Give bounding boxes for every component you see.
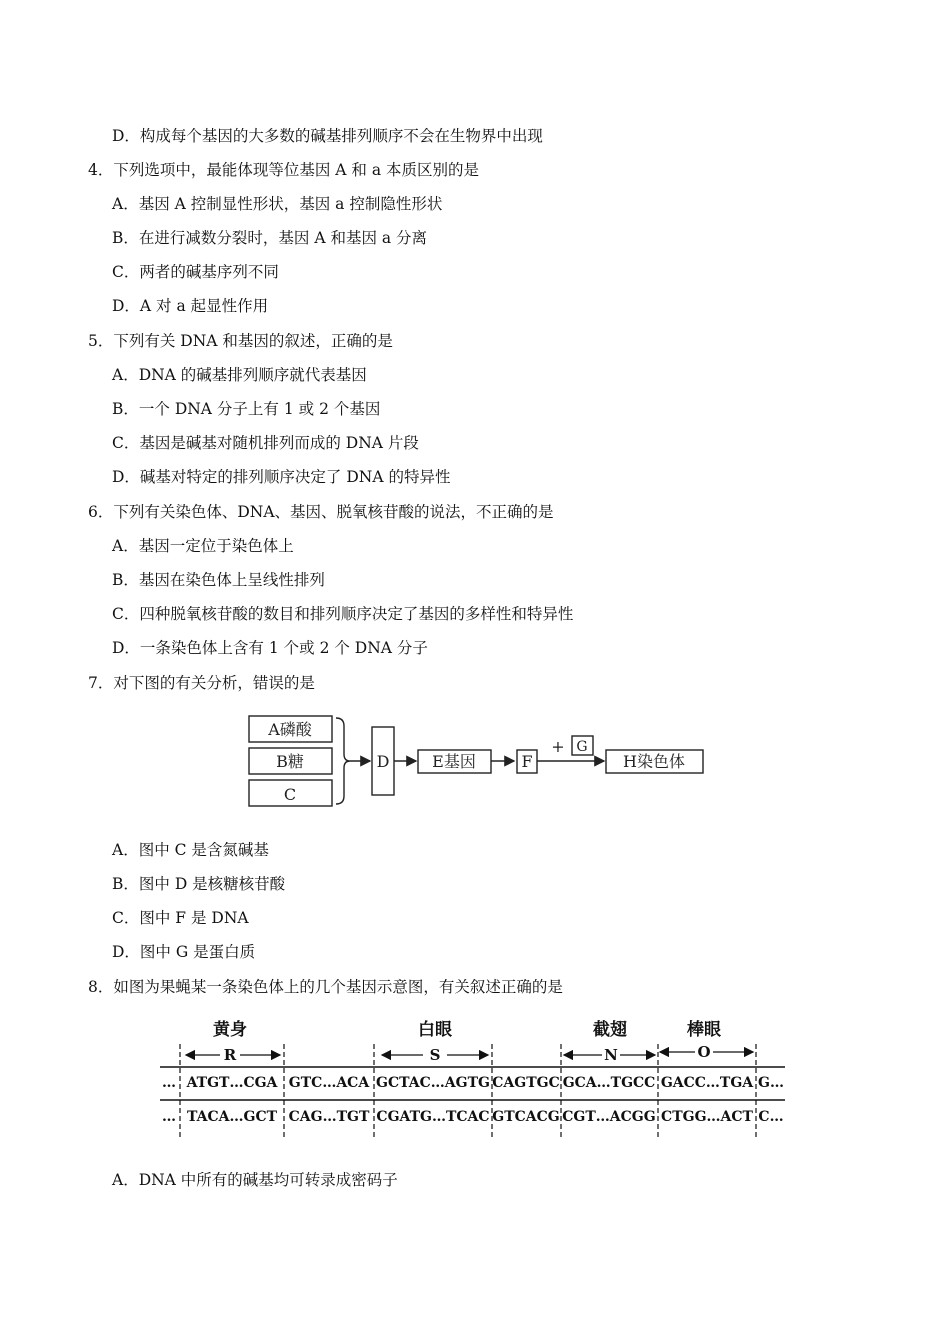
top-seg-6: GACC…TGA: [660, 1075, 754, 1091]
label-d: D: [376, 752, 390, 771]
top-seg-5: GCA…TGCC: [562, 1075, 656, 1091]
q7-option-c: C．图中 F 是 DNA: [112, 909, 249, 927]
q4-option-d: D．A 对 a 起显性作用: [112, 297, 269, 315]
gene-name-white-eye: 白眼: [418, 1020, 452, 1040]
label-h: H染色体: [623, 752, 685, 771]
q3-option-d: D．构成每个基因的大多数的碱基排列顺序不会在生物界中出现: [112, 127, 543, 145]
label-f: F: [521, 752, 533, 771]
q7-option-a: A．图中 C 是含氮碱基: [112, 841, 269, 859]
q4-option-a: A．基因 A 控制显性形状，基因 a 控制隐性形状: [112, 195, 443, 213]
q5-option-a: A．DNA 的碱基排列顺序就代表基因: [112, 366, 367, 384]
q6-option-c: C．四种脱氧核苷酸的数目和排列顺序决定了基因的多样性和特异性: [112, 605, 574, 623]
bottom-seg-7: C…: [758, 1109, 784, 1125]
top-seg-1: ATGT…CGA: [186, 1075, 278, 1091]
q7-flow-diagram: [240, 712, 710, 812]
bottom-seg-6: CTGG…ACT: [661, 1109, 753, 1125]
brace: [336, 718, 350, 804]
bottom-seg-2: CAG…TGT: [288, 1109, 370, 1125]
label-plus: +: [551, 737, 565, 756]
bottom-seg-1: TACA…GCT: [186, 1109, 278, 1125]
gene-letter-o: O: [697, 1043, 711, 1061]
label-a: A磷酸: [268, 720, 312, 739]
gene-name-bar-eye: 棒眼: [687, 1020, 721, 1040]
bottom-strand-left-dots: …: [162, 1109, 176, 1125]
top-seg-4: CAGTGC: [492, 1075, 560, 1091]
q7-option-b: B．图中 D 是核糖核苷酸: [112, 875, 286, 893]
q4-option-c: C．两者的碱基序列不同: [112, 263, 279, 281]
q5-option-c: C．基因是碱基对随机排列而成的 DNA 片段: [112, 434, 419, 452]
gene-letter-n: N: [604, 1046, 618, 1064]
question-5: 5．下列有关 DNA 和基因的叙述，正确的是: [88, 332, 393, 350]
q6-option-d: D．一条染色体上含有 1 个或 2 个 DNA 分子: [112, 639, 428, 657]
gene-letter-s: S: [429, 1046, 441, 1064]
gene-name-cut-wing: 截翅: [593, 1020, 627, 1040]
bottom-seg-3: CGATG…TCAC: [376, 1109, 490, 1125]
gene-name-yellow-body: 黄身: [213, 1020, 247, 1040]
q6-option-b: B．基因在染色体上呈线性排列: [112, 571, 325, 589]
q8-gene-diagram: [150, 1012, 790, 1150]
top-strand-left-dots: …: [162, 1075, 176, 1091]
question-4: 4．下列选项中，最能体现等位基因 A 和 a 本质区别的是: [88, 161, 480, 179]
label-b: B糖: [276, 752, 304, 771]
q7-option-d: D．图中 G 是蛋白质: [112, 943, 256, 961]
label-e: E基因: [432, 752, 476, 771]
label-c: C: [283, 785, 297, 804]
top-seg-3: GCTAC…AGTG: [376, 1075, 490, 1091]
question-6: 6．下列有关染色体、DNA、基因、脱氧核苷酸的说法，不正确的是: [88, 503, 554, 521]
q5-option-d: D．碱基对特定的排列顺序决定了 DNA 的特异性: [112, 468, 451, 486]
bottom-seg-5: CGT…ACGG: [562, 1109, 656, 1125]
top-seg-2: GTC…ACA: [288, 1075, 370, 1091]
q6-option-a: A．基因一定位于染色体上: [112, 537, 294, 555]
question-8: 8．如图为果蝇某一条染色体上的几个基因示意图，有关叙述正确的是: [88, 978, 563, 996]
q8-option-a: A．DNA 中所有的碱基均可转录成密码子: [112, 1171, 398, 1189]
q4-option-b: B．在进行减数分裂时，基因 A 和基因 a 分离: [112, 229, 428, 247]
question-7: 7．对下图的有关分析，错误的是: [88, 674, 315, 692]
label-g: G: [576, 739, 588, 755]
q5-option-b: B．一个 DNA 分子上有 1 或 2 个基因: [112, 400, 381, 418]
gene-letter-r: R: [223, 1046, 237, 1064]
top-seg-7: G…: [758, 1075, 784, 1091]
bottom-seg-4: GTCACG: [492, 1109, 560, 1125]
